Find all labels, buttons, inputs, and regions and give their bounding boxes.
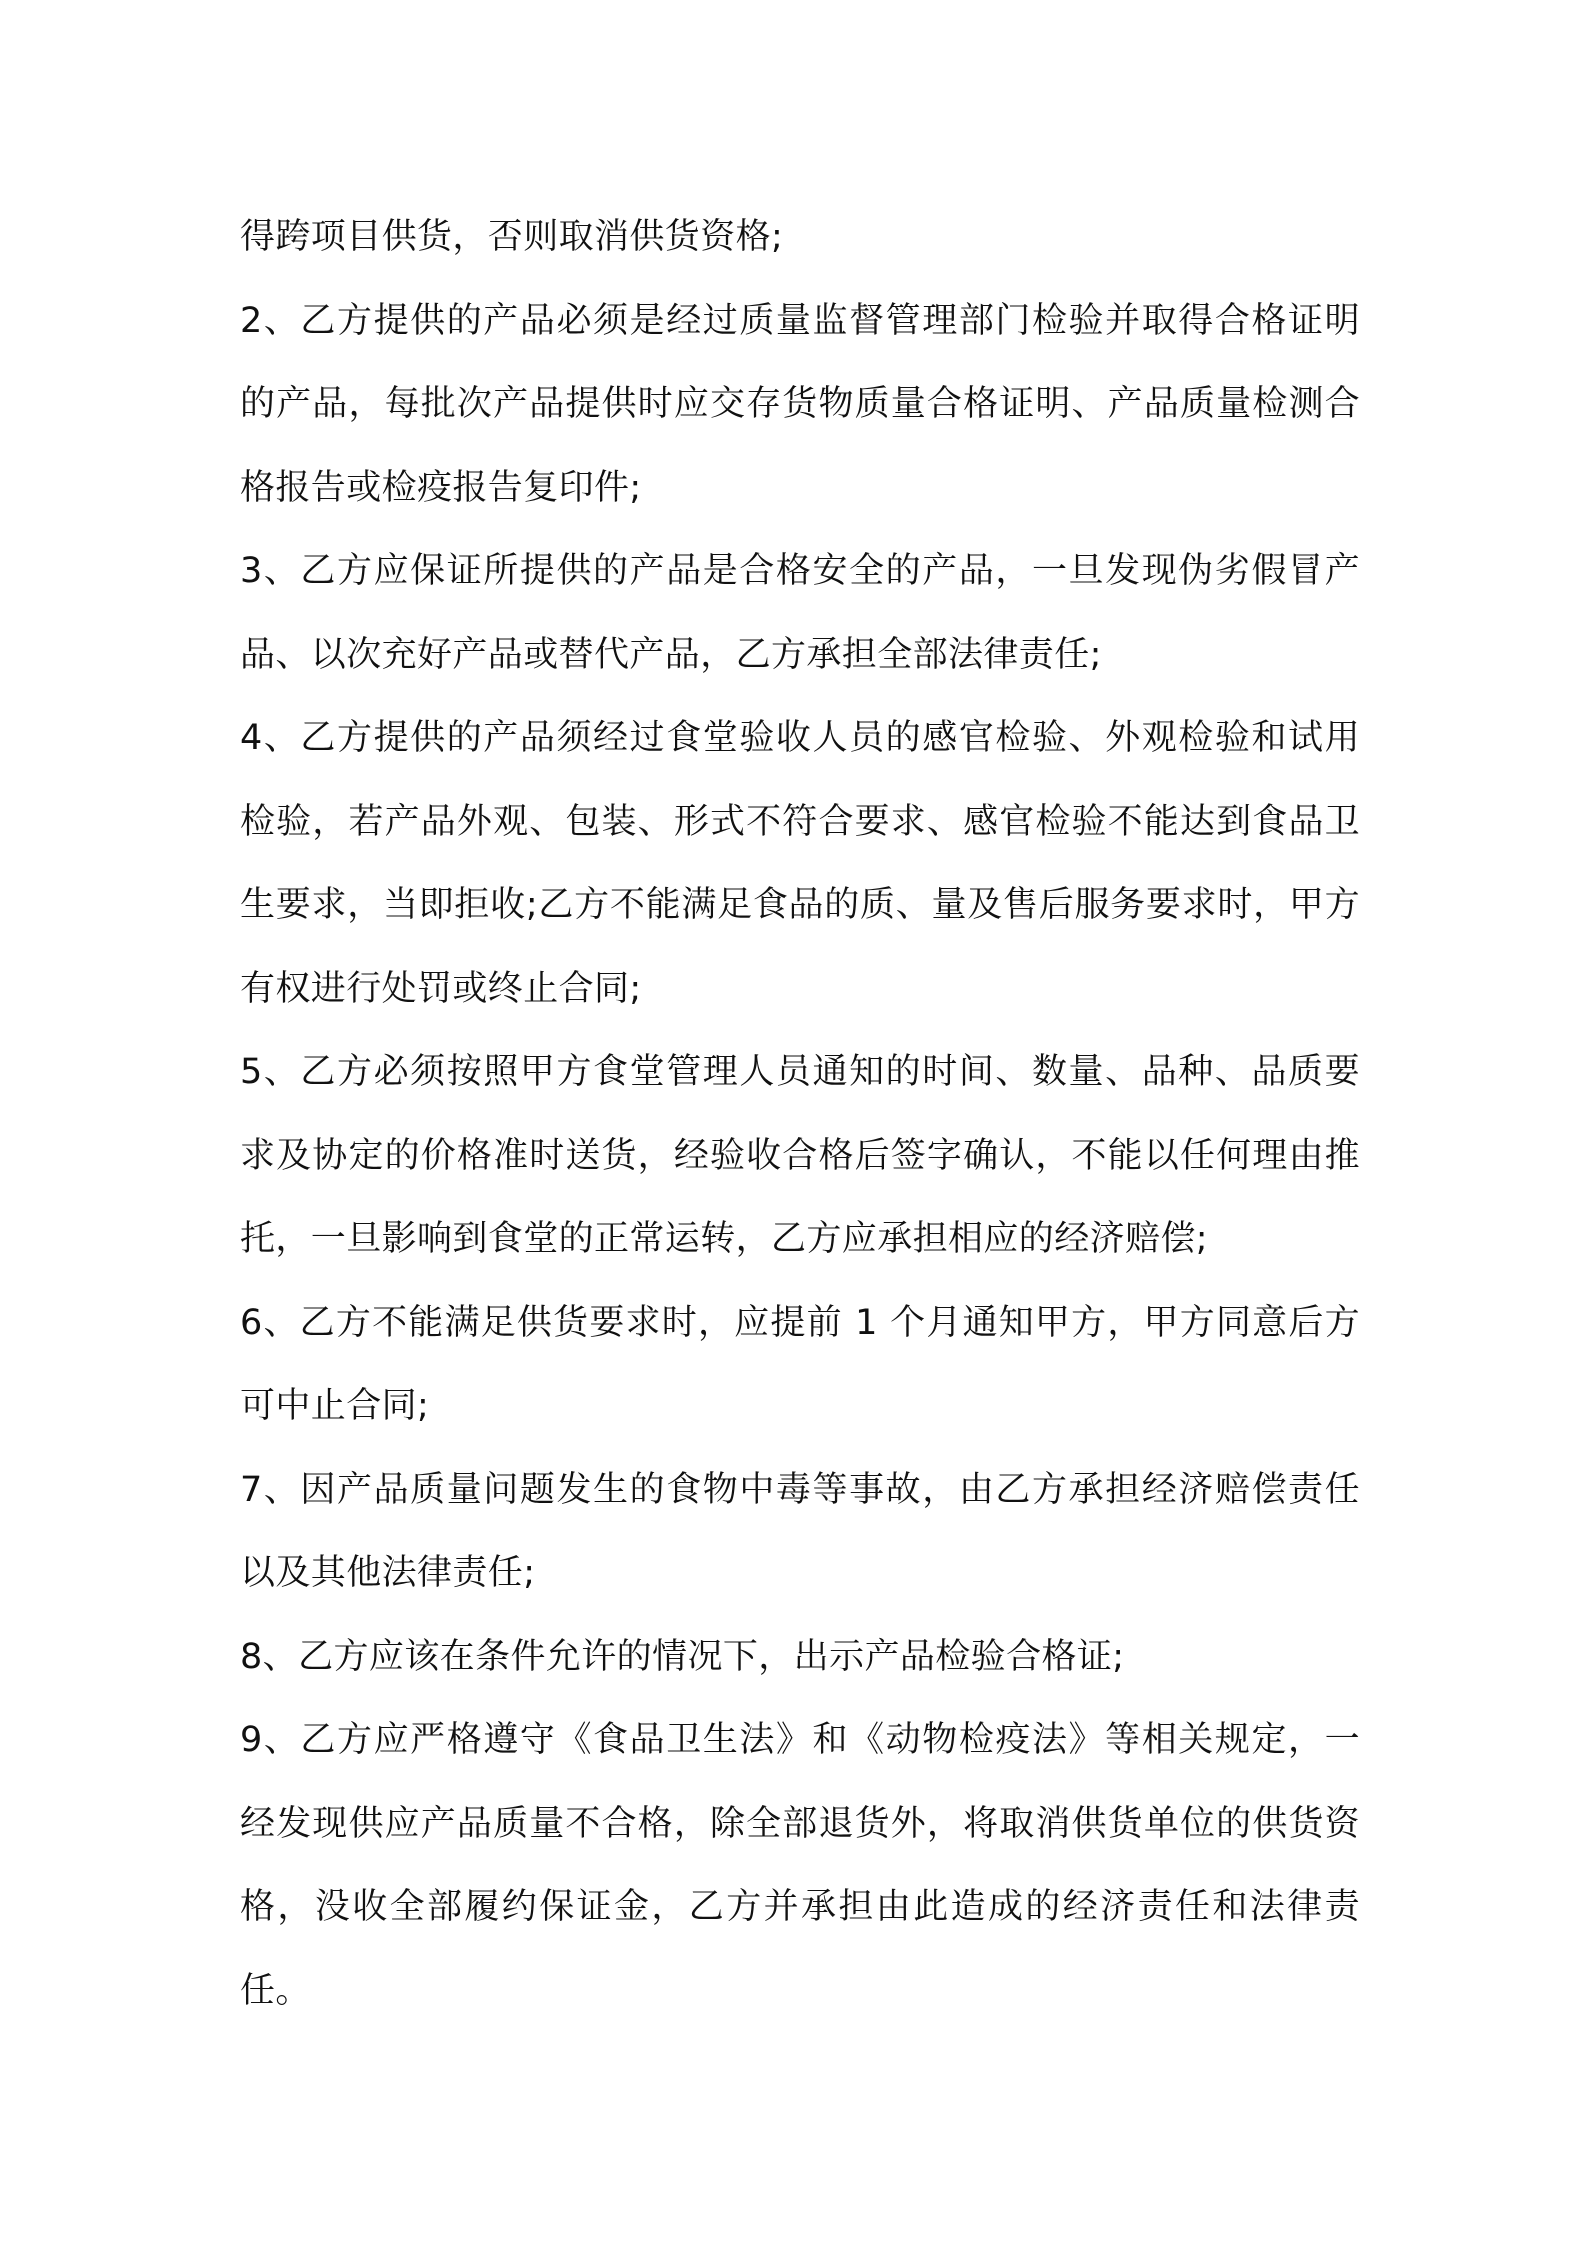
paragraph-continuation: 得跨项目供货，否则取消供货资格; [240,217,784,257]
paragraph-clause-4: 4、乙方提供的产品须经过食堂验收人员的感官检验、外观检验和试用检验，若产品外观、包装、形式不符合要求、感官检验不能达到食品卫生要求，当即拒收;乙方不能满足食品的质、量及售后服务要求时，甲方有权进行处罚或终止合同; [240,718,1360,1009]
document-body [240,196,1360,2033]
paragraph-clause-7: 7、因产品质量问题发生的食物中毒等事故，由乙方承担经济赔偿责任以及其他法律责任; [240,1469,1360,1593]
paragraph-clause-9: 9、乙方应严格遵守《食品卫生法》和《动物检疫法》等相关规定，一经发现供应产品质量不合格，除全部退货外，将取消供货单位的供货资格，没收全部履约保证金，乙方并承担由此造成的经济责任和法律责任。 [240,1720,1360,2011]
paragraph-clause-5: 5、乙方必须按照甲方食堂管理人员通知的时间、数量、品种、品质要求及协定的价格准时送货，经验收合格后签字确认，不能以任何理由推托，一旦影响到食堂的正常运转，乙方应承担相应的经济赔偿; [240,1052,1360,1259]
paragraph-clause-8: 8、乙方应该在条件允许的情况下，出示产品检验合格证; [240,1636,1125,1677]
paragraph-clause-2: 2、乙方提供的产品必须是经过质量监督管理部门检验并取得合格证明的产品，每批次产品提供时应交存货物质量合格证明、产品质量检测合格报告或检疫报告复印件; [240,300,1360,508]
paragraph-clause-6: 6、乙方不能满足供货要求时，应提前 1 个月通知甲方，甲方同意后方可中止合同; [240,1302,1360,1426]
paragraph-clause-3: 3、乙方应保证所提供的产品是合格安全的产品，一旦发现伪劣假冒产品、以次充好产品或替代产品，乙方承担全部法律责任; [240,551,1360,675]
